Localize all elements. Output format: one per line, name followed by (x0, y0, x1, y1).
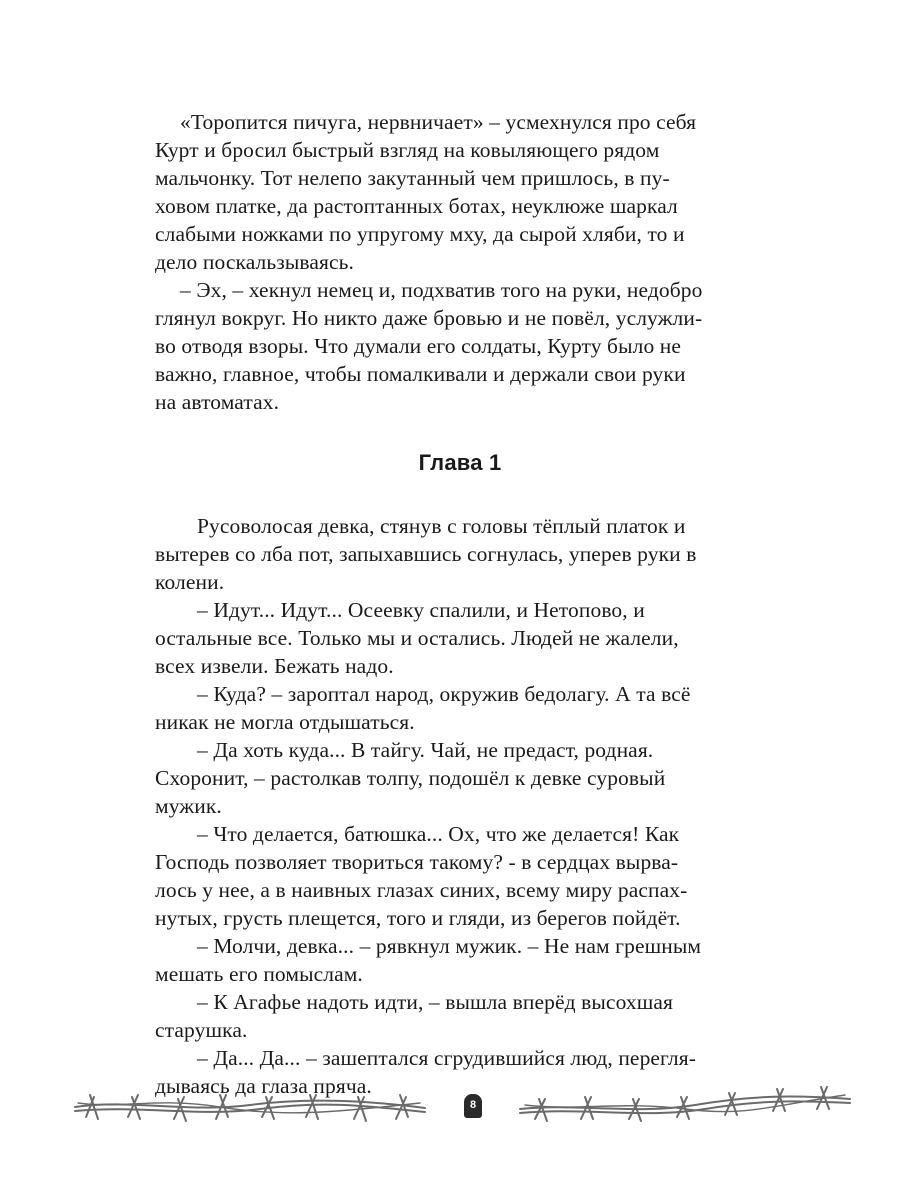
text-line: – Что делается, батюшка... Ох, что же делается! Как (197, 822, 680, 846)
text-line: – Молчи, девка... – рявкнул мужик. – Не нам грешным (197, 934, 702, 958)
text-line: нутых, грусть плещется, того и гляди, из берегов пойдёт. (155, 906, 681, 930)
opening-paragraph (155, 108, 765, 276)
text-line: важно, главное, чтобы помалкивали и держали свои руки (155, 362, 686, 386)
text-line: Схоронит, – растолкав толпу, подошёл к девке суровый (155, 766, 666, 790)
text-line: мужик. (155, 794, 222, 818)
text-line: Господь позволяет твориться такому? - в сердцах вырва- (155, 850, 679, 874)
chapter-paragraph (155, 596, 765, 680)
text-line: никак не могла отдышаться. (155, 710, 415, 734)
chapter-paragraph (155, 512, 765, 596)
chapter-paragraph (155, 680, 765, 736)
text-line: глянул вокруг. Но никто даже бровью и не повёл, услужли- (155, 306, 703, 330)
text-line: Курт и бросил быстрый взгляд на ковыляющего рядом (155, 138, 660, 162)
text-line: – Куда? – зароптал народ, окружив бедолагу. А та всё (197, 682, 691, 706)
text-line: – Идут... Идут... Осеевку спалили, и Нетопово, и (197, 598, 645, 622)
chapter-paragraph (155, 988, 765, 1044)
text-line: остальные все. Только мы и остались. Людей не жалели, (155, 626, 679, 650)
page-number (461, 1092, 487, 1122)
text-line: всех извели. Бежать надо. (155, 654, 394, 678)
book-page-text (155, 108, 765, 1100)
text-line: дело поскальзываясь. (155, 250, 355, 274)
chapter-paragraph (155, 736, 765, 820)
text-line: дываясь да глаза пряча. (155, 1074, 372, 1098)
text-line: – Да хоть куда... В тайгу. Чай, не предаст, родная. (197, 738, 654, 762)
text-line: вытерев со лба пот, запыхавшись согнулась, уперев руки в (155, 542, 697, 566)
chapter-paragraph (155, 932, 765, 988)
barbed-wire-icon (70, 1075, 430, 1135)
text-line: на автоматах. (155, 390, 280, 414)
chapter-paragraph (155, 820, 765, 932)
barbed-wire-icon (515, 1075, 855, 1135)
text-line: – К Агафье надоть идти, – вышла вперёд высохшая (197, 990, 674, 1014)
text-line: – Да... Да... – зашептался сгрудившийся люд, перегля- (197, 1046, 696, 1070)
text-line: мальчонку. Тот нелепо закутанный чем пришлось, в пу- (155, 166, 670, 190)
text-line: «Торопится пичуга, нервничает» – усмехнулся про себя (180, 110, 697, 134)
text-line: Русоволосая девка, стянув с головы тёплый платок и (197, 514, 686, 538)
page-number-text: 8 (469, 1099, 477, 1111)
text-line: – Эх, – хекнул немец и, подхватив того на руки, недобро (180, 278, 703, 302)
chapter-title: Глава 1 (418, 450, 502, 475)
text-line: ховом платке, да растоптанных ботах, неуклюже шаркал (155, 194, 678, 218)
second-paragraph (155, 276, 765, 416)
text-line: старушка. (155, 1018, 248, 1042)
text-line: во отводя взоры. Что думали его солдаты, Курту было не (155, 334, 682, 358)
text-line: слабыми ножками по упругому мху, да сырой хляби, то и (155, 222, 685, 246)
text-line: мешать его помыслам. (155, 962, 363, 986)
text-line: колени. (155, 570, 225, 594)
page-footer (0, 1075, 900, 1135)
text-line: лось у нее, а в наивных глазах синих, всему миру распах- (155, 878, 688, 902)
